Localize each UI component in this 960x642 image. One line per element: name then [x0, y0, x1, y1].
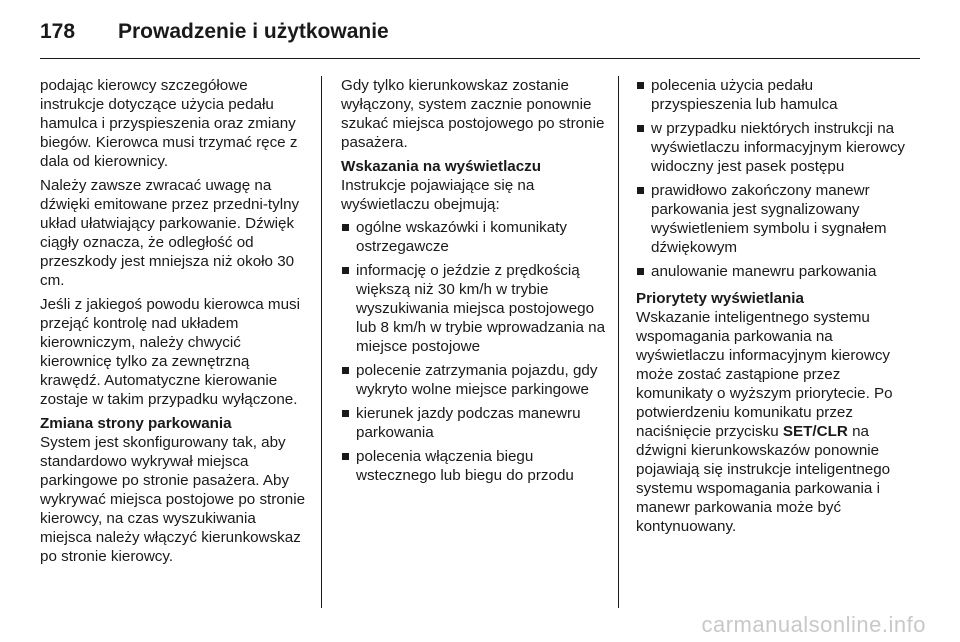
section-heading-parking-side: Zmiana strony parkowania [40, 415, 232, 432]
bullet-list [636, 76, 906, 281]
paragraph: Instrukcje pojawiające się na wyświetlaczu obejmują: [341, 177, 535, 213]
column-divider [618, 76, 619, 608]
paragraph-text: Wskazanie inteligentnego systemu wspomagania parkowania na wyświetlaczu informacyjnym kierowcy może zostać zastąpione przez komunikaty o wyższym priorytecie. Po potwierdzeniu komunikatu przez naciśnięcie przycisku [636, 309, 893, 440]
header-rule [40, 58, 920, 59]
page-title: Prowadzenie i użytkowanie [118, 20, 389, 43]
list-item: w przypadku niektórych instrukcji na wyświetlaczu informacyjnym kierowcy widoczny jest pasek postępu [636, 119, 906, 176]
page-number: 178 [40, 20, 76, 43]
section-heading-display-indications: Wskazania na wyświetlaczu [341, 158, 542, 175]
bullet-list [341, 218, 607, 485]
column-3 [636, 76, 906, 541]
set-clr-key-label: SET/CLR [782, 423, 848, 440]
list-item: anulowanie manewru parkowania [636, 262, 906, 281]
column-divider [321, 76, 322, 608]
paragraph: Należy zawsze zwracać uwagę na dźwięki emitowane przez przedni-tylny układ ułatwiający parkowanie. Dźwięk ciągły oznacza, że odległość od przeszkody jest mniejsza niż około 30 cm. [40, 177, 300, 289]
paragraph-text: na dźwigni kierunkowskazów ponownie pojawiają się instrukcje inteligentnego systemu wspomagania parkowania i manewr parkowania może być kontynuowany. [636, 423, 891, 535]
page-header [40, 14, 920, 48]
paragraph: Jeśli z jakiegoś powodu kierowca musi przejąć kontrolę nad układem kierowniczym, należy chwycić kierownicę tylko za zewnętrzną krawędź. Automatyczne kierowanie zostaje w takim przypadku wyłączone. [40, 296, 300, 408]
list-item: prawidłowo zakończony manewr parkowania jest sygnalizowany wyświetleniem symbolu i sygnałem dźwiękowym [636, 181, 906, 257]
paragraph [636, 308, 906, 536]
paragraph: System jest skonfigurowany tak, aby standardowo wykrywał miejsca parkingowe po stronie pasażera. Aby wykrywać miejsca postojowe po stronie kierowcy, na czas wyszukiwania miejsca należy włączyć kierunkowskaz po stronie kierowcy. [40, 434, 306, 565]
list-item: polecenia użycia pedału przyspieszenia lub hamulca [636, 76, 906, 114]
column-2 [341, 76, 607, 490]
list-item: kierunek jazdy podczas manewru parkowania [341, 404, 607, 442]
watermark: carmanualsonline.info [701, 612, 926, 637]
list-item: polecenia włączenia biegu wstecznego lub biegu do przodu [341, 447, 607, 485]
list-item: ogólne wskazówki i komunikaty ostrzegawcze [341, 218, 607, 256]
list-item: polecenie zatrzymania pojazdu, gdy wykryto wolne miejsce parkingowe [341, 361, 607, 399]
paragraph: podając kierowcy szczegółowe instrukcje dotyczące użycia pedału hamulca i przyspieszenia oraz zmiany biegów. Kierowca musi trzymać ręce z dala od kierownicy. [40, 77, 298, 170]
paragraph: Gdy tylko kierunkowskaz zostanie wyłączony, system zacznie ponownie szukać miejsca postojowego po stronie pasażera. [341, 77, 605, 151]
column-1 [40, 76, 310, 571]
section-heading-display-priority: Priorytety wyświetlania [636, 290, 804, 307]
list-item: informację o jeździe z prędkością większą niż 30 km/h w trybie wyszukiwania miejsca postojowego lub 8 km/h w trybie wprowadzania na miejsce postojowe [341, 261, 607, 356]
